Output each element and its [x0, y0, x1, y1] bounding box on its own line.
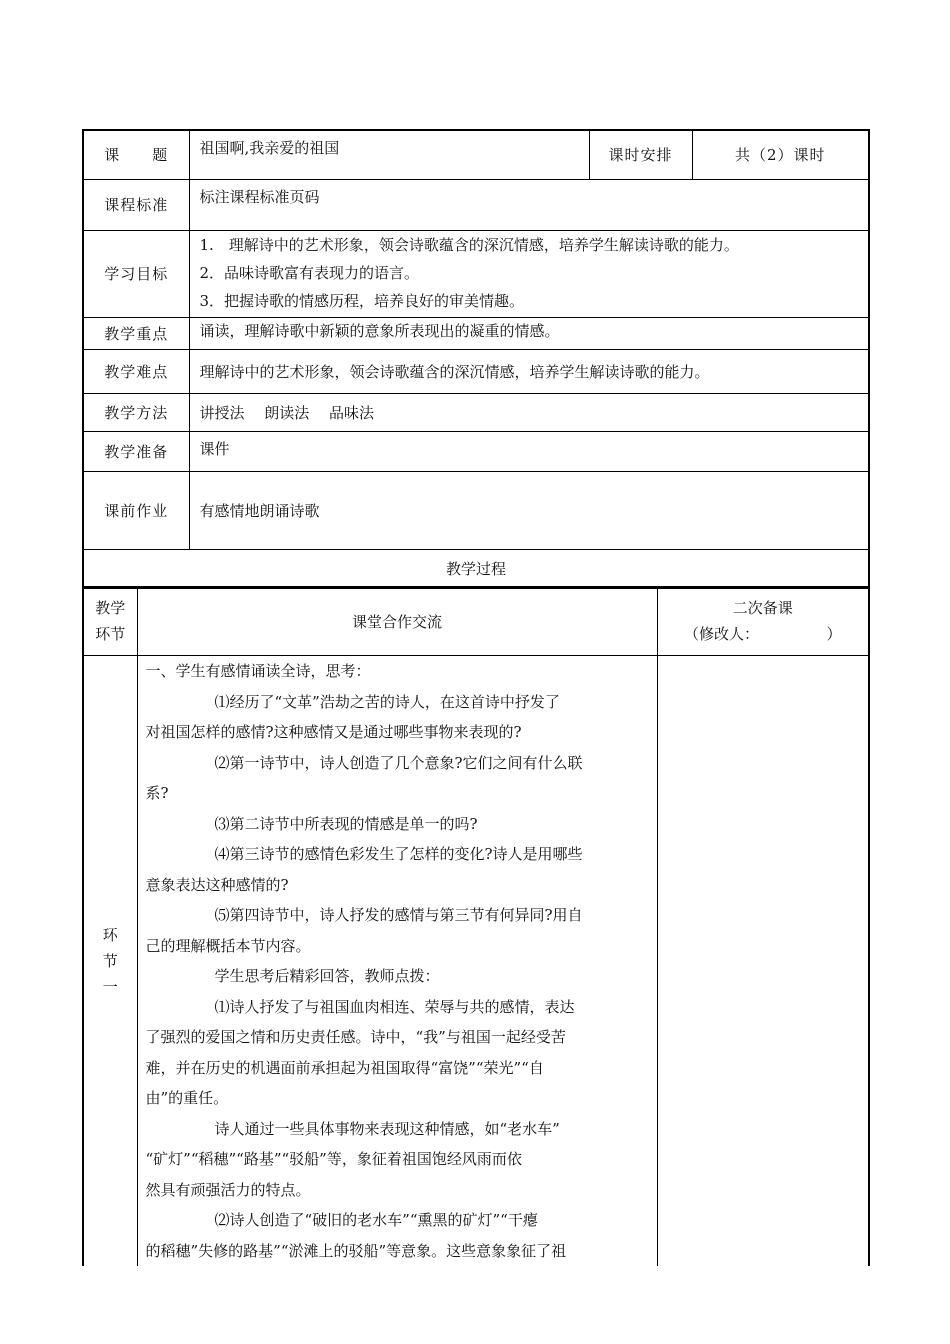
section-label	[83, 656, 137, 1267]
standard-row	[83, 179, 869, 230]
homework-label: 课前作业	[83, 471, 189, 549]
section-char-3: 一	[102, 978, 118, 996]
process-col-stage	[83, 587, 137, 656]
process-line: 然具有顽强活力的特点。	[145, 1180, 311, 1199]
key-value: 诵读，理解诗歌中新颖的意象所表现出的凝重的情感。	[189, 317, 869, 349]
process-line: 己的理解概括本节内容。	[145, 936, 311, 955]
goals-list	[189, 230, 869, 317]
process-line: ⑵第一诗节中，诗人创造了几个意象?它们之间有什么联	[214, 753, 583, 772]
process-col-activity: 课堂合作交流	[137, 587, 657, 656]
process-col-revision	[657, 587, 869, 656]
process-title-row	[83, 549, 869, 588]
process-header-row	[83, 587, 869, 656]
process-col-revision-line1: 二次备课	[732, 599, 793, 617]
topic-label: 课 题	[83, 130, 189, 179]
goal-item-3: 3．把握诗歌的情感历程，培养良好的审美情趣。	[199, 291, 525, 310]
process-line: ⑴经历了“文革”浩劫之苦的诗人，在这首诗中抒发了	[214, 692, 560, 711]
method-row	[83, 393, 869, 431]
schedule-label: 课时安排	[589, 130, 692, 179]
section-content	[137, 656, 657, 1267]
process-col-stage-line1: 教学	[95, 599, 126, 617]
difficulty-value: 理解诗中的艺术形象，领会诗歌蕴含的深沉情感，培养学生解读诗歌的能力。	[189, 349, 869, 393]
prep-row	[83, 431, 869, 471]
goal-item-2: 2．品味诗歌富有表现力的语言。	[199, 263, 420, 282]
goals-row	[83, 230, 869, 317]
homework-row	[83, 471, 869, 549]
lesson-info-table	[82, 129, 870, 589]
key-row	[83, 317, 869, 349]
process-line: ⑶第二诗节中所表现的情感是单一的吗?	[214, 814, 478, 833]
process-line: ⑴诗人抒发了与祖国血肉相连、荣辱与共的感情，表达	[214, 997, 575, 1016]
process-line: 诗人通过一些具体事物来表现这种情感，如“老水车”	[214, 1119, 560, 1138]
standard-value: 标注课程标准页码	[189, 179, 869, 230]
process-table	[82, 586, 870, 1266]
prep-label: 教学准备	[83, 431, 189, 471]
process-title: 教学过程	[83, 549, 869, 588]
prep-value: 课件	[189, 431, 869, 471]
goal-item-1: 1. 理解诗中的艺术形象，领会诗歌蕴含的深沉情感，培养学生解读诗歌的能力。	[199, 235, 739, 254]
process-line: 难，并在历史的机遇面前承担起为祖国取得“富饶”“荣光”“自	[145, 1058, 544, 1077]
process-line: ⑵诗人创造了“破旧的老水车”“熏黑的矿灯”“干瘪	[214, 1211, 538, 1229]
process-line: 由”的重任。	[145, 1089, 229, 1107]
section-char-1: 环	[102, 926, 118, 944]
revision-notes	[657, 656, 869, 1267]
difficulty-row	[83, 349, 869, 393]
process-line: ⑸第四诗节中，诗人抒发的感情与第三节有何异同?用自	[214, 906, 583, 924]
process-line: 对祖国怎样的感情?这种感情又是通过哪些事物来表现的?	[145, 723, 522, 741]
method-value: 讲授法 朗读法 品味法	[189, 393, 869, 431]
section-lines	[146, 656, 651, 1266]
method-label: 教学方法	[83, 393, 189, 431]
topic-row	[83, 130, 869, 179]
process-line: 学生思考后精彩回答，教师点拨：	[214, 967, 440, 985]
process-col-revision-line2: （修改人： ）	[683, 625, 842, 643]
goals-label: 学习目标	[83, 230, 189, 317]
process-line: 一、学生有感情诵读全诗，思考：	[145, 662, 371, 680]
schedule-value: 共（2）课时	[692, 130, 869, 179]
key-label: 教学重点	[83, 317, 189, 349]
process-line: “矿灯”“稻穗”“路基”“驳船”等，象征着祖国饱经风雨而依	[145, 1150, 522, 1168]
process-line: 了强烈的爱国之情和历史责任感。诗中，“我”与祖国一起经受苦	[145, 1028, 566, 1046]
topic-value: 祖国啊,我亲爱的祖国	[189, 130, 589, 179]
process-col-stage-line2: 环节	[95, 625, 126, 643]
process-line: 意象表达这种感情的?	[145, 875, 289, 894]
standard-label: 课程标准	[83, 179, 189, 230]
process-line: 的稻穗”失修的路基”“淤滩上的驳船”等意象。这些意象象征了祖	[145, 1241, 567, 1260]
process-line: ⑷第三诗节的感情色彩发生了怎样的变化?诗人是用哪些	[214, 845, 583, 863]
section-char-2: 节	[102, 952, 118, 970]
process-line: 系?	[145, 784, 169, 802]
difficulty-label: 教学难点	[83, 349, 189, 393]
process-section-row	[83, 656, 869, 1267]
homework-value: 有感情地朗诵诗歌	[189, 471, 869, 549]
